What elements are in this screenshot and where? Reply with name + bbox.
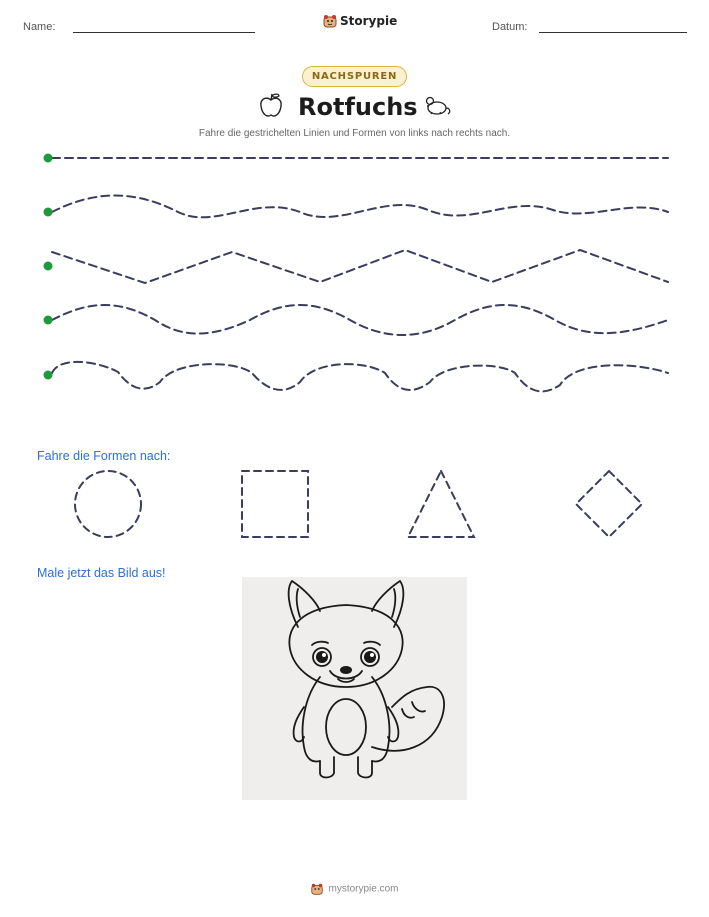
coloring-heading: Male jetzt das Bild aus! <box>37 566 166 580</box>
start-dot <box>44 316 53 325</box>
trace-diamond[interactable] <box>576 471 642 537</box>
trace-triangle[interactable] <box>408 471 474 537</box>
date-label: Datum: <box>492 21 528 33</box>
tracing-lines <box>0 0 709 420</box>
tracing-line-wave[interactable] <box>52 196 668 218</box>
storypie-mascot-icon <box>310 882 324 896</box>
tracing-line-wave[interactable] <box>52 305 668 335</box>
brand-name: Storypie <box>340 14 398 28</box>
start-dot <box>44 262 53 271</box>
worksheet-type-badge: NACHSPUREN <box>302 66 407 87</box>
fox-coloring-image <box>242 577 467 800</box>
footer <box>0 880 709 898</box>
tracing-line-bumpy-wave[interactable] <box>52 362 668 392</box>
footer-url[interactable]: mystorypie.com <box>328 883 399 895</box>
trace-square[interactable] <box>242 471 308 537</box>
start-dot <box>44 208 53 217</box>
shapes-heading: Fahre die Formen nach: <box>37 449 171 463</box>
instructions: Fahre die gestrichelten Linien und Formen von links nach rechts nach. <box>198 128 511 139</box>
tracing-shapes <box>0 460 709 550</box>
name-label: Name: <box>23 21 56 33</box>
page-title: Rotfuchs <box>298 93 418 121</box>
tracing-line-zigzag[interactable] <box>52 250 668 283</box>
trace-circle[interactable] <box>75 471 141 537</box>
start-dot <box>44 371 53 380</box>
start-dot <box>44 154 53 163</box>
